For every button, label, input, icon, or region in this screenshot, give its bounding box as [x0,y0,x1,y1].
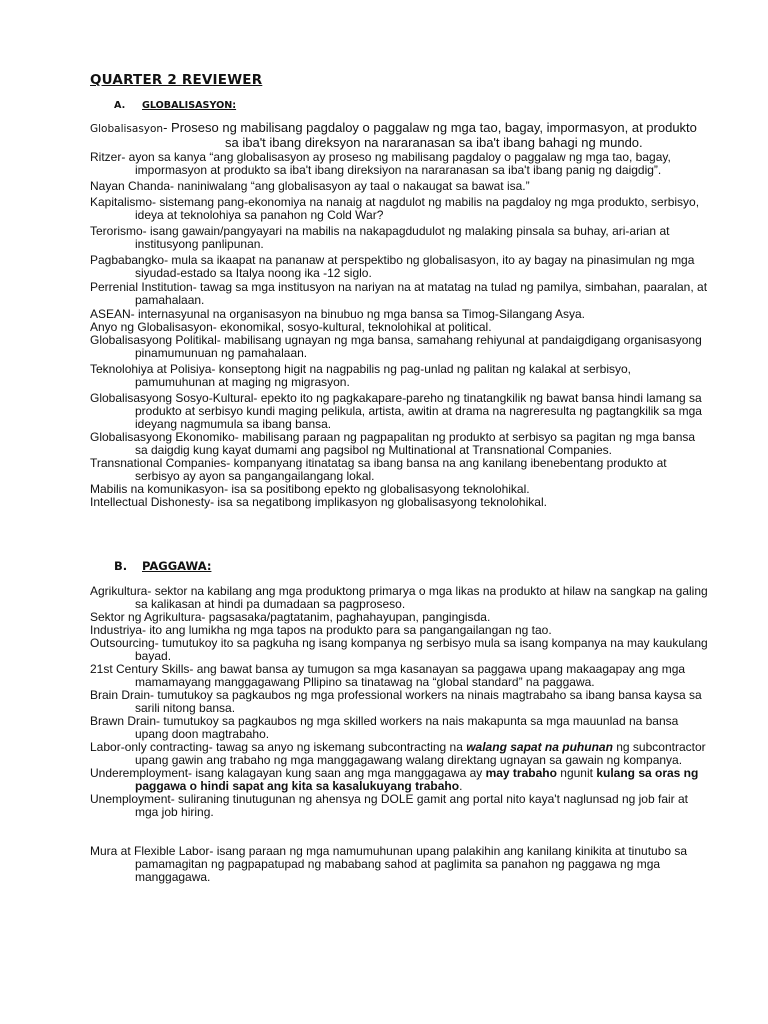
section-b-list [90,585,708,884]
document-title: QUARTER 2 REVIEWER [90,72,263,88]
entry-outsourcing: Outsourcing- tumutukoy ito sa pagkuha ng isang kompanya ng serbisyo mula sa isang kompanya na may kaukulang bayad. [90,636,708,663]
emphasis-text: may trabaho [485,766,557,780]
emphasis-text: kulang sa oras ng paggawa o hindi sapat ang kita sa kasalukuyang trabaho [135,766,699,793]
entry-terorismo: Terorismo- isang gawain/pangyayari na mabilis na nakapagdudulot ng malaking pinsala sa buhay, ari-arian at institusyong panlipunan. [90,224,670,251]
entry-underemployment [90,767,708,793]
entry-sektor-ng-agrikultura: Sektor ng Agrikultura- pagsasaka/pagtatanim, paghahayupan, pangingisda. [90,610,491,624]
entry-unemployment: Unemployment- suliraning tinutugunan ng ahensya ng DOLE gamit ang portal nito kaya't naglunsad ng job fair at mga job hiring. [90,792,688,819]
entry-agrikultura: Agrikultura- sektor na kabilang ang mga produktong primarya o mga likas na produkto at hilaw na sangkap na galing sa kalikasan at hindi pa dumadaan sa pagproseso. [90,584,708,611]
entry-globalisasyong-politikal: Globalisasyong Politikal- mabilisang ugnayan ng mga bansa, samahang rehiyunal at pandaigdigang organisasyong pinamumunuan ng pamahalaan. [90,333,702,360]
entry-brawn-drain: Brawn Drain- tumutukoy sa pagkaubos ng mga skilled workers na nais makapunta sa mga mauunlad na bansa upang doon magtrabaho. [90,714,679,741]
entry-asean: ASEAN- internasyunal na organisasyon na binubuo ng mga bansa sa Timog-Silangang Asya. [90,307,585,321]
entry-globalisasyong-sosyo-kultural: Globalisasyong Sosyo-Kultural- epekto ito ng pagkakapare-pareho ng tinatangkilik ng bawat bansa hindi lamang sa produkto at serbisyo kundi maging pelikula, artista, awitin at drama na nagreresulta ng pagtangkilik sa mga ideyang nagmumula sa ibang bansa. [90,391,702,431]
entry-term: Globalisasyon [90,123,164,135]
section-title: GLOBALISASYON: [142,100,237,111]
entry-brain-drain: Brain Drain- tumutukoy sa pagkaubos ng mga professional workers na ninais magtrabaho sa ibang bansa kaysa sa sarili nitong bansa. [90,688,702,715]
entry-globalisasyong-ekonomiko: Globalisasyong Ekonomiko- mabilisang paraan ng pagpapalitan ng produkto at serbisyo sa pagitan ng mga bansa sa daigdig kung kayat dumami ang pagsibol ng Multinational at Transnational Companies. [90,430,696,457]
entry-21st-century-skills: 21st Century Skills- ang bawat bansa ay tumugon sa mga kasanayan sa paggawa upang makaagapay ang mga mamamayang manggagawang Pllipino sa tinatawag na “global standard” na paggawa. [90,662,686,689]
entry-text: ngunit [556,766,597,780]
section-a-list [90,121,708,509]
entry-text: . [459,779,463,793]
entry-industriya: Industriya- ito ang lumikha ng mga tapos na produkto para sa pangangailangan ng tao. [90,623,552,637]
section-a-heading [114,100,708,111]
entry-labor-only-contracting [90,741,708,767]
emphasis-text: walang sapat na puhunan [466,740,613,754]
section-letter: B. [114,559,128,573]
entry-teknolohiya-at-polisiya: Teknolohiya at Polisiya- konseptong higit na nagpabilis ng pag-unlad ng palitan ng kalakal at serbisyo, pamumuhunan at maging ng migrasyon. [90,362,632,389]
entry-globalisasyon [90,121,708,150]
entry-mura-at-flexible-labor: Mura at Flexible Labor- isang paraan ng mga namumuhunan upang palakihin ang kanilang kinikita at tinutubo sa pamamagitan ng pagpapatupad ng mababang sahod at paglimita sa panahon ng paggawa ng mga manggagawa. [90,844,688,884]
entry-pagbabangko: Pagbabangko- mula sa ikaapat na pananaw at perspektibo ng globalisasyon, ito ay bagay na pinasimulan ng mga siyudad-estado sa Italya noong ika -12 siglo. [90,253,695,280]
entry-nayan-chanda: Nayan Chanda- naniniwalang “ang globalisasyon ay taal o nakaugat sa bawat isa.” [90,179,530,193]
entry-transnational-companies: Transnational Companies- kompanyang itinatatag sa ibang bansa na ang kanilang ibenebentang produkto at serbisyo ay ayon sa pangangailangang lokal. [90,456,667,483]
section-title: PAGGAWA: [142,559,212,573]
entry-ritzer: Ritzer- ayon sa kanya “ang globalisasyon ay proseso ng mabilisang pagdaloy o paggalaw ng mga tao, bagay, impormasyon at produkto sa iba't ibang direksiyon na nararanasan sa iba't ibang panig ng daigdig”. [90,150,671,177]
entry-intellectual-dishonesty: Intellectual Dishonesty- isa sa negatibong implikasyon ng globalisasyong teknolohikal. [90,495,547,509]
section-letter: A. [114,100,126,111]
section-b-heading [114,559,708,573]
entry-text: Labor-only contracting- tawag sa anyo ng iskemang subcontracting na [90,740,467,754]
entry-perrenial-institution: Perrenial Institution- tawag sa mga institusyon na nariyan na at matatag na tulad ng pamilya, simbahan, paaralan, at pamahalaan. [90,280,708,307]
entry-text: - Proseso ng mabilisang pagdaloy o paggalaw ng mga tao, bagay, impormasyon, at produkto sa iba't ibang direksyon na nararanasan sa iba't ibang bahagi ng mundo. [163,120,697,150]
entry-kapitalismo: Kapitalismo- sistemang pang-ekonomiya na nanaig at nagdulot ng mabilis na pagdaloy ng mga produkto, serbisyo, ideya at teknolohiya sa panahon ng Cold War? [90,195,700,222]
entry-text: Underemployment- isang kalagayan kung saan ang mga manggagawa ay [90,766,486,780]
entry-text: ng subcontractor upang gawin ang trabaho ng mga manggagawang walang direktang ugnayan sa gawain ng kompanya. [135,740,706,767]
entry-mabilis-na-komunikasyon: Mabilis na komunikasyon- isa sa positibong epekto ng globalisasyong teknolohikal. [90,482,530,496]
entry-anyo-ng-globalisasyon: Anyo ng Globalisasyon- ekonomikal, sosyo-kultural, teknolohikal at political. [90,320,492,334]
